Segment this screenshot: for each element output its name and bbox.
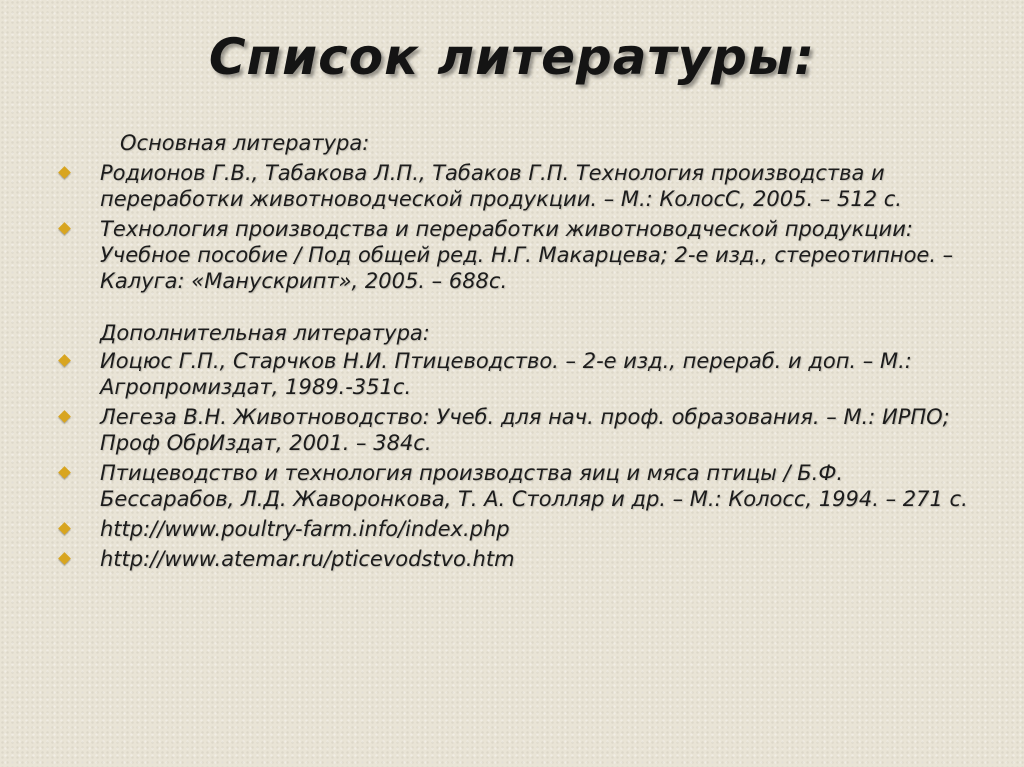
diamond-bullet-icon <box>58 354 71 367</box>
list-item <box>58 404 978 456</box>
list-item <box>58 348 978 400</box>
list-item <box>58 460 978 512</box>
list-item <box>58 216 978 294</box>
diamond-bullet-icon <box>58 410 71 423</box>
main-literature-list <box>58 160 978 294</box>
reference-text: Птицеводство и технология производства яиц и мяса птицы / Б.Ф. Бессарабов, Л.Д. Жаворонкова, Т. А. Столляр и др. – М.: Колосс, 1994. – 271 с. <box>100 461 968 511</box>
additional-literature-heading: Дополнительная литература: <box>100 321 430 345</box>
diamond-bullet-icon <box>58 466 71 479</box>
list-item <box>58 160 978 212</box>
bibliography <box>58 130 978 576</box>
reference-link[interactable]: http://www.poultry-farm.info/index.php <box>100 517 510 541</box>
reference-text: Технология производства и переработки животноводческой продукции: Учебное пособие / Под общей ред. Н.Г. Макарцева; 2-е изд., стереотипное. – Калуга: «Манускрипт», 2005. – 688с. <box>100 217 954 293</box>
additional-literature-list <box>58 348 978 572</box>
reference-text: Родионов Г.В., Табакова Л.П., Табаков Г.П. Технология производства и переработки животноводческой продукции. – М.: КолосС, 2005. – 512 с. <box>100 161 902 211</box>
diamond-bullet-icon <box>58 522 71 535</box>
diamond-bullet-icon <box>58 166 71 179</box>
reference-link[interactable]: http://www.atemar.ru/pticevodstvo.htm <box>100 547 515 571</box>
list-item <box>58 546 978 572</box>
reference-text: Иоцюс Г.П., Старчков Н.И. Птицеводство. – 2-е изд., перераб. и доп. – М.: Агропромиздат, 1989.-351с. <box>100 349 912 399</box>
reference-text: Легеза В.Н. Животноводство: Учеб. для нач. проф. образования. – М.: ИРПО; Проф ОбрИздат, 2001. – 384с. <box>100 405 950 455</box>
list-item <box>58 516 978 542</box>
slide-title: Список литературы: <box>208 28 816 86</box>
diamond-bullet-icon <box>58 222 71 235</box>
main-literature-heading: Основная литература: <box>120 131 370 155</box>
diamond-bullet-icon <box>58 552 71 565</box>
